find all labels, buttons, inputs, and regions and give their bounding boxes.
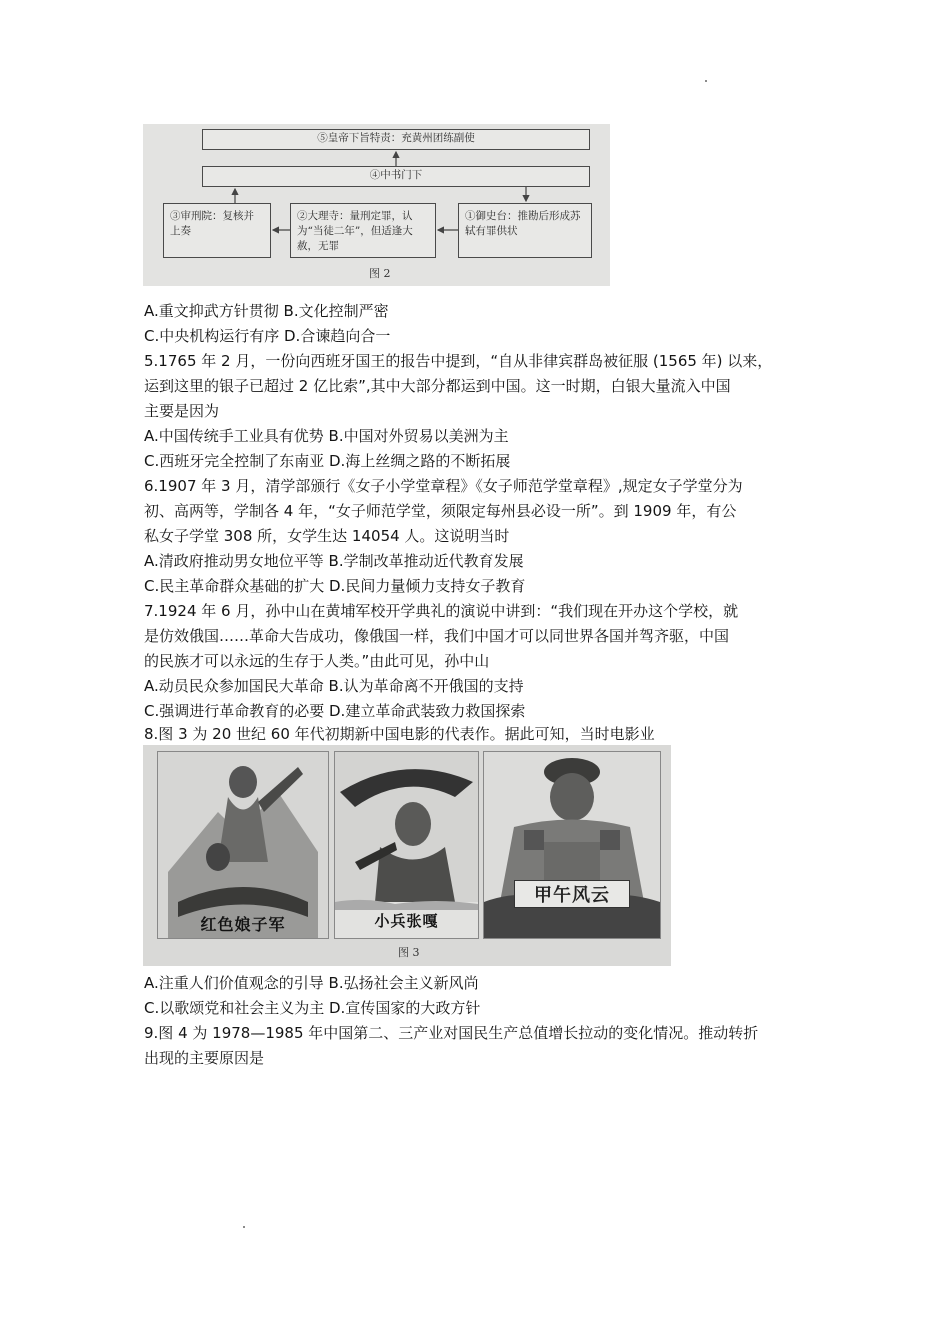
- q7-option-line-2: C.强调进行革命教育的必要 D.建立革命武装致力救国探索: [144, 702, 526, 720]
- q6-option-line-1: A.清政府推动男女地位平等 B.学制改革推动近代教育发展: [144, 552, 524, 570]
- q8-option-line-1: A.注重人们价值观念的引导 B.弘扬社会主义新风尚: [144, 974, 479, 992]
- poster-red-detachment-of-women: [157, 751, 329, 939]
- poster-2-title: 小兵张嘎: [374, 912, 439, 930]
- poster-3-title: 甲午风云: [514, 880, 630, 908]
- q7-stem-line-2: 是仿效俄国……革命大告成功，像俄国一样，我们中国才可以同世界各国并驾齐驱，中国: [144, 627, 730, 645]
- q5-stem-line-3: 主要是因为: [144, 402, 220, 420]
- diagram-box-emperor: ⑤皇帝下旨特责：充黄州团练副使: [202, 129, 590, 150]
- q5-option-line-1: A.中国传统手工业具有优势 B.中国对外贸易以美洲为主: [144, 427, 509, 445]
- q5-option-line-2: C.西班牙完全控制了东南亚 D.海上丝绸之路的不断拓展: [144, 452, 511, 470]
- diagram-box-censorate: ①御史台：推勘后形成苏轼有罪供状: [458, 203, 592, 258]
- q5-stem-line-1: 5.1765 年 2 月，一份向西班牙国王的报告中提到，“自从非律宾群岛被征服 (1565 年) 以来，: [144, 352, 773, 370]
- q6-stem-line-3: 私女子学堂 308 所，女学生达 14054 人。这说明当时: [144, 527, 510, 545]
- poster-naval-battle-of-1894: [483, 751, 661, 939]
- poster-1-artwork: [158, 752, 328, 938]
- poster-1-title: 红色娘子军: [200, 915, 286, 934]
- diagram-arrows: [143, 124, 610, 286]
- figure-2-caption: 图 2: [369, 267, 391, 280]
- diagram-box-secretariat: ④中书门下: [202, 166, 590, 187]
- figure-3-caption: 图 3: [398, 946, 420, 959]
- q9-stem-line-2: 出现的主要原因是: [144, 1049, 265, 1067]
- q7-option-line-1: A.动员民众参加国民大革命 B.认为革命离不开俄国的支持: [144, 677, 524, 695]
- figure-3-film-posters: [143, 745, 671, 966]
- poster-little-soldier-zhang-ga: [334, 751, 479, 939]
- q4-option-line-2: C.中央机构运行有序 D.合谏趋向合一: [144, 327, 391, 345]
- q6-stem-line-1: 6.1907 年 3 月，清学部颁行《女子小学堂章程》《女子师范学堂章程》,规定女子学堂分为: [144, 477, 743, 495]
- diagram-box-review-court: ③审刑院：复核并上奏: [163, 203, 271, 258]
- figure-2-flow-diagram: [143, 124, 610, 286]
- q6-option-line-2: C.民主革命群众基础的扩大 D.民间力量倾力支持女子教育: [144, 577, 526, 595]
- q9-stem-line-1: 9.图 4 为 1978—1985 年中国第二、三产业对国民生产总值增长拉动的变化情况。推动转折: [144, 1024, 759, 1042]
- poster-3-artwork: [484, 752, 660, 938]
- q5-stem-line-2: 运到这里的银子已超过 2 亿比索”,其中大部分都运到中国。这一时期，白银大量流入中国: [144, 377, 731, 395]
- diagram-box-supreme-court: ②大理寺：量刑定罪，认为“当徒二年”，但适逢大赦，无罪: [290, 203, 436, 258]
- q4-option-line-1: A.重文抑武方针贯彻 B.文化控制严密: [144, 302, 389, 320]
- scan-speck: [243, 1226, 245, 1228]
- q8-stem-line-1: 8.图 3 为 20 世纪 60 年代初期新中国电影的代表作。据此可知，当时电影业: [144, 725, 655, 743]
- q6-stem-line-2: 初、高两等，学制各 4 年，“女子师范学堂，须限定每州县必设一所”。到 1909 年，有公: [144, 502, 737, 520]
- scan-speck: [705, 80, 707, 82]
- q7-stem-line-1: 7.1924 年 6 月，孙中山在黄埔军校开学典礼的演说中讲到：“我们现在开办这个学校，就: [144, 602, 739, 620]
- q8-option-line-2: C.以歌颂党和社会主义为主 D.宣传国家的大政方针: [144, 999, 481, 1017]
- q7-stem-line-3: 的民族才可以永远的生存于人类。”由此可见，孙中山: [144, 652, 490, 670]
